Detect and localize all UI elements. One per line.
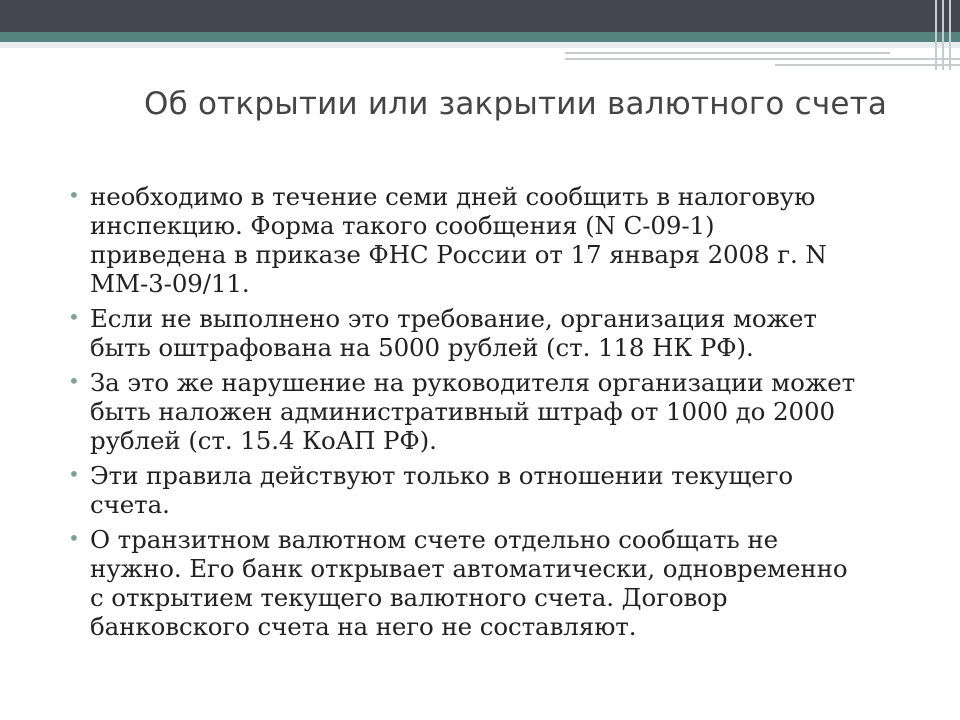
bullet-line: банковского счета на него не составляют. [90, 612, 637, 641]
bullet-line: приведена в приказе ФНС России от 17 января 2008 г. N [90, 240, 827, 269]
bullet-marker-icon: • [68, 183, 80, 207]
bullet-line: быть наложен административный штраф от 1000 до 2000 [90, 397, 835, 426]
slide-title: Об открытии или закрытии валютного счета [144, 86, 888, 122]
bullet-item [68, 461, 938, 519]
bullet-item [68, 525, 938, 641]
header-dark-band [0, 0, 960, 32]
decorative-vertical-line [935, 0, 937, 70]
bullet-line: необходимо в течение семи дней сообщить в налоговую [90, 182, 816, 211]
bullet-line: счета. [90, 490, 170, 519]
bullet-line: нужно. Его банк открывает автоматически, одновременно [90, 554, 848, 583]
bullet-item [68, 304, 938, 362]
decorative-vertical-line [942, 0, 944, 70]
bullet-line: быть оштрафована на 5000 рублей (ст. 118 НК РФ). [90, 333, 754, 362]
bullet-marker-icon: • [68, 526, 80, 550]
bullet-line: с открытием текущего валютного счета. Договор [90, 583, 728, 612]
decorative-line [565, 58, 960, 60]
decorative-vertical-line [949, 0, 951, 70]
bullet-line: рублей (ст. 15.4 КоАП РФ). [90, 426, 437, 455]
bullet-marker-icon: • [68, 305, 80, 329]
bullet-list [68, 182, 938, 647]
bullet-marker-icon: • [68, 369, 80, 393]
bullet-item [68, 182, 938, 298]
bullet-item [68, 368, 938, 455]
bullet-line: Если не выполнено это требование, организация может [90, 304, 817, 333]
decorative-line [775, 64, 960, 66]
header-light-band [0, 42, 960, 48]
bullet-line: инспекцию. Форма такого сообщения (N С-09-1) [90, 211, 715, 240]
bullet-line: О транзитном валютном счете отдельно сообщать не [90, 525, 778, 554]
bullet-line: Эти правила действуют только в отношении текущего [90, 461, 794, 490]
bullet-marker-icon: • [68, 462, 80, 486]
bullet-line: За это же нарушение на руководителя организации может [90, 368, 856, 397]
header-teal-band [0, 32, 960, 42]
bullet-line: ММ-3-09/11. [90, 269, 250, 298]
decorative-line [565, 52, 890, 54]
